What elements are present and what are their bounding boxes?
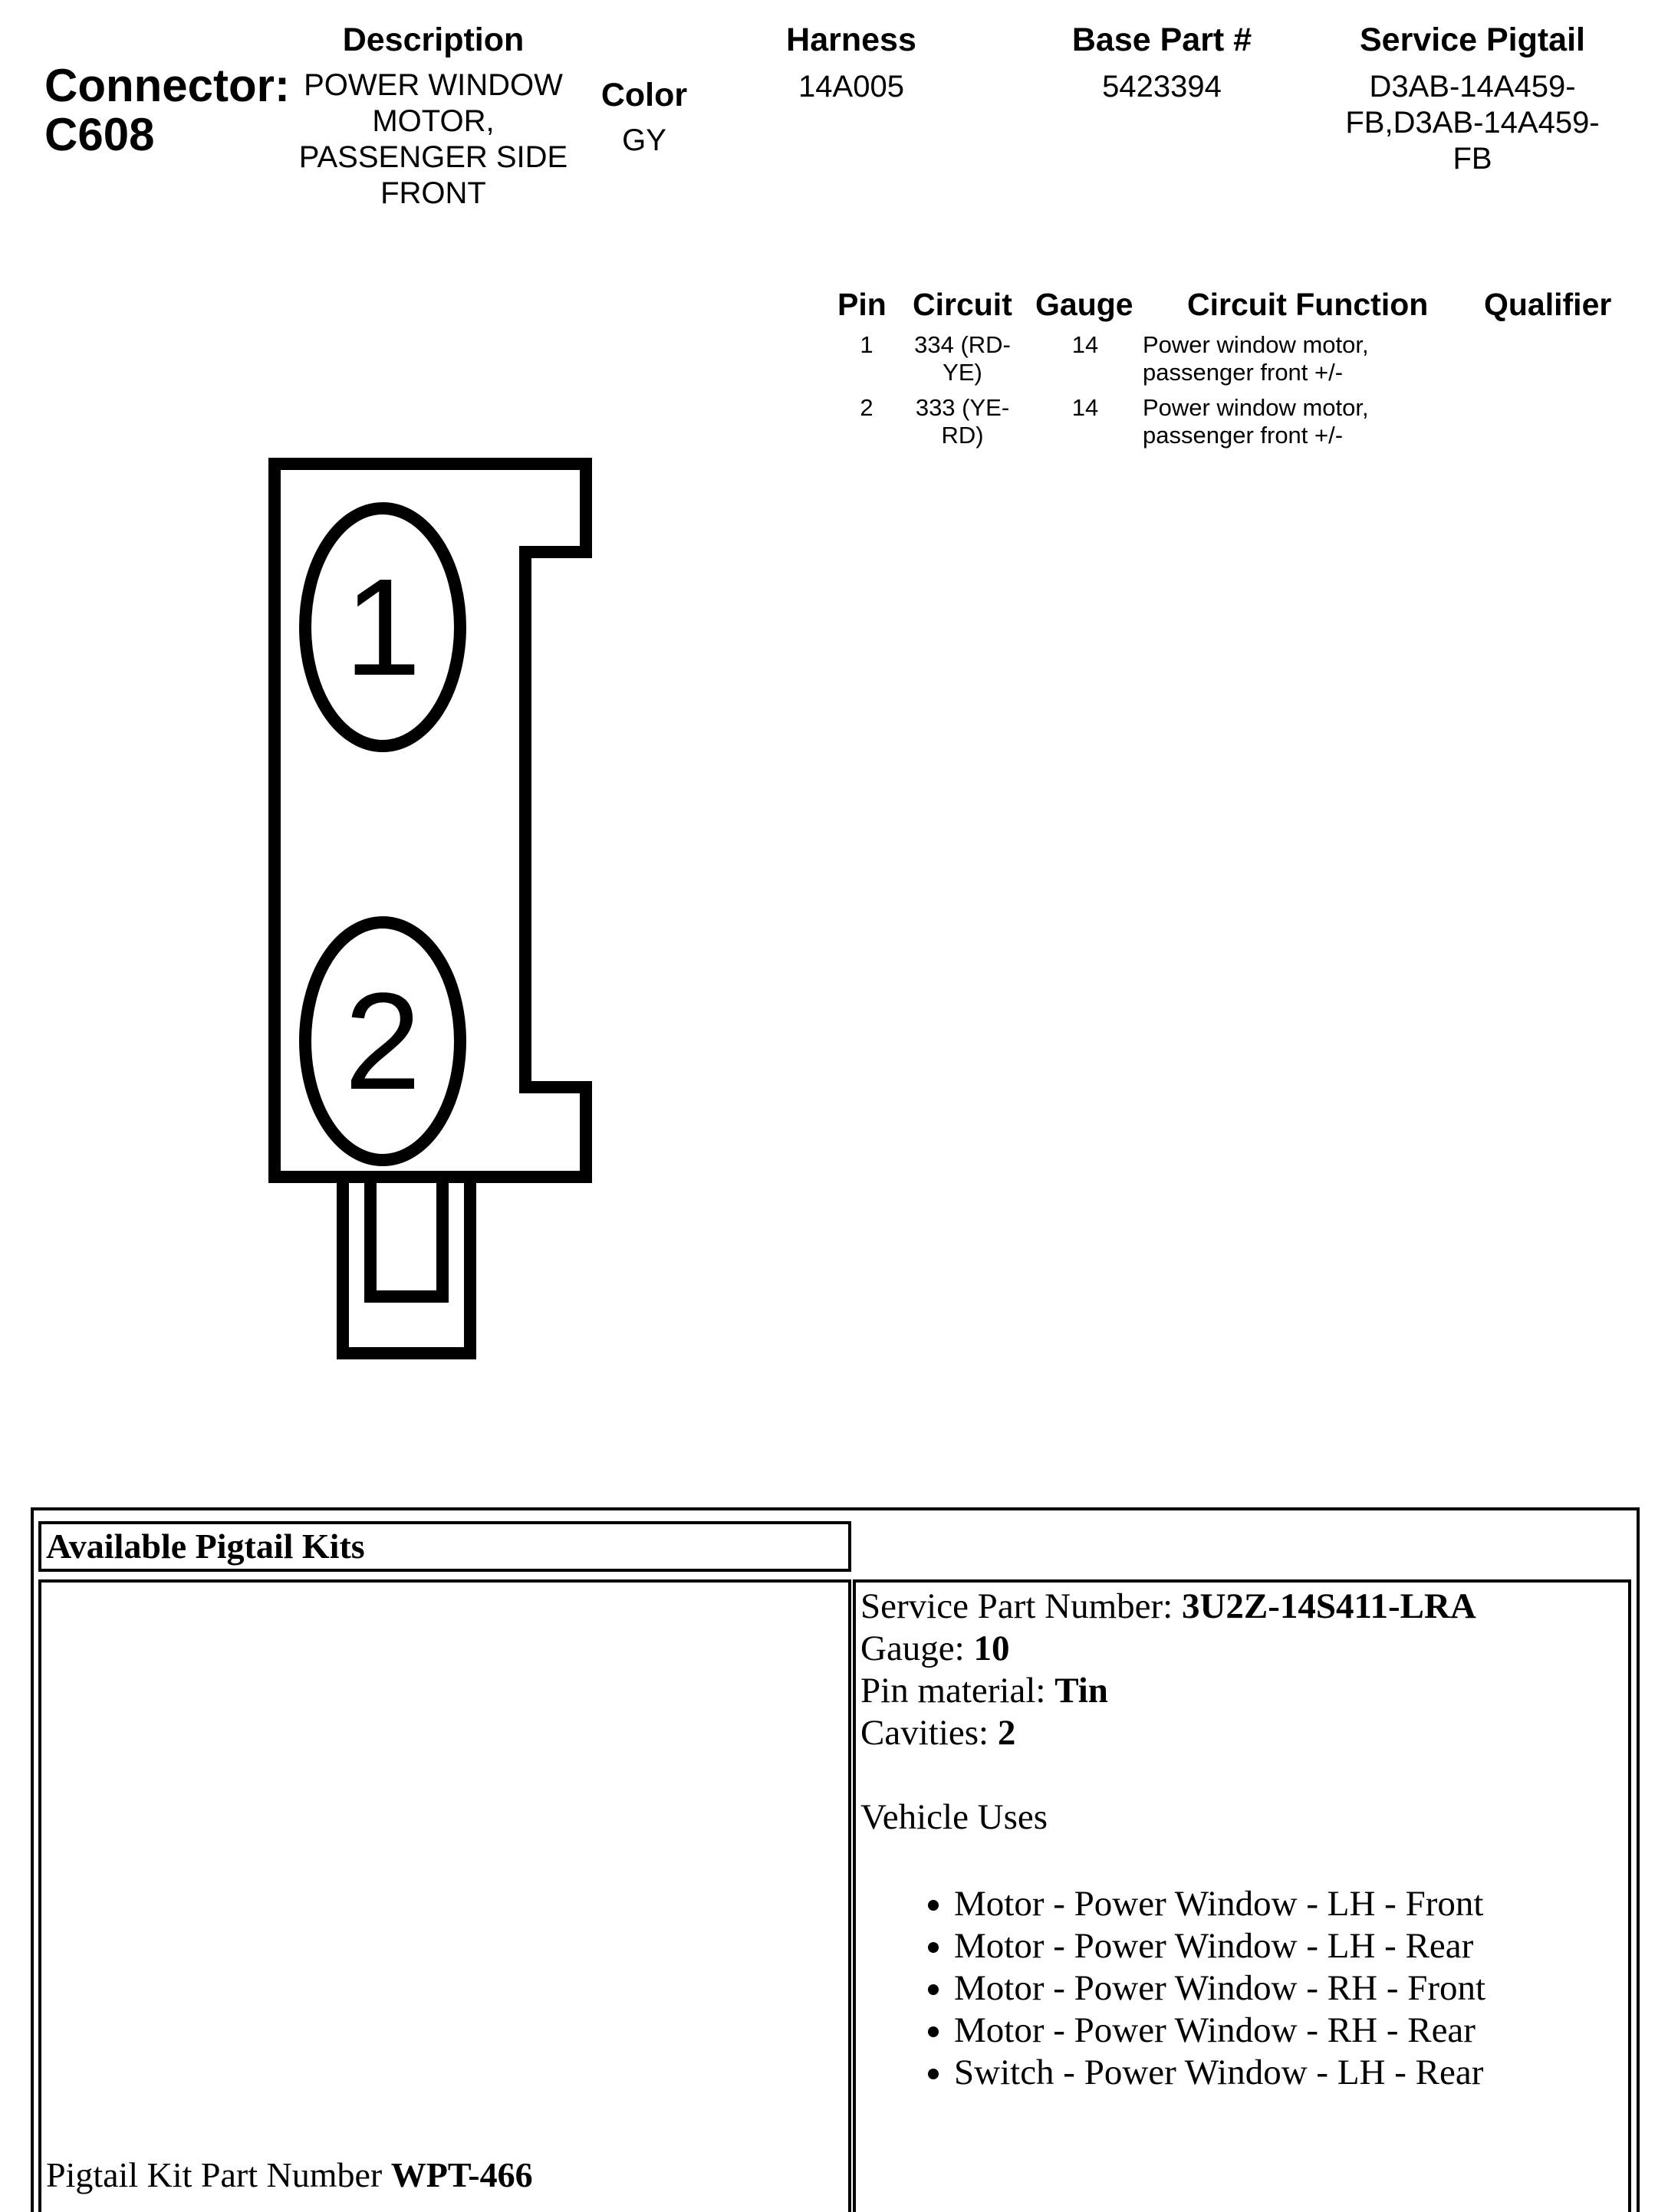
circuit-line: RD) [941, 422, 984, 449]
pigtail-kit-number: WPT-466 [390, 2155, 533, 2194]
list-item: • Motor - Power Window - RH - Rear [954, 2010, 1485, 2052]
color-header: Color [600, 77, 688, 113]
pin-material-row [860, 1670, 1485, 1712]
service-pigtail-header: Service Pigtail [1360, 21, 1585, 58]
pin-1-label: 1 [344, 551, 422, 705]
function-line: Power window motor, [1143, 394, 1369, 421]
service-part-label: Service Part Number: [860, 1586, 1173, 1626]
description-line: MOTOR, [372, 104, 495, 138]
function-column-header: Circuit Function [1187, 287, 1429, 322]
harness-header: Harness [786, 21, 916, 58]
function-line: passenger front +/- [1143, 422, 1344, 449]
circuit-line: YE) [943, 359, 982, 386]
cavities-value: 2 [997, 1713, 1016, 1753]
pigtail-detail-cell [853, 1579, 1631, 2212]
pin-number: 2 [860, 394, 873, 421]
color-value: GY [622, 123, 666, 157]
description-header: Description [342, 21, 525, 58]
function-value [1143, 331, 1465, 386]
circuit-line: 333 (YE- [915, 394, 1010, 421]
description-value [276, 67, 591, 212]
circuit-column-header: Circuit [913, 287, 1012, 322]
description-line: PASSENGER SIDE [298, 140, 568, 174]
list-item: • Motor - Power Window - RH - Front [954, 1967, 1485, 2010]
gauge-label: Gauge: [860, 1629, 965, 1668]
description-line: FRONT [380, 176, 486, 210]
service-pigtail-line: FB [1453, 142, 1492, 176]
vehicle-uses-label: Vehicle Uses [860, 1797, 1048, 1837]
cavities-row [860, 1712, 1485, 1754]
connector-id: C608 [44, 109, 155, 160]
pigtail-kits-title-box [38, 1521, 851, 1572]
harness-value: 14A005 [798, 70, 904, 104]
cavities-label: Cavities: [860, 1713, 989, 1753]
list-item: • Motor - Power Window - LH - Rear [954, 1925, 1485, 1967]
connector-label: Connector: [44, 60, 290, 111]
circuit-value [897, 394, 1028, 449]
pin-column-header: Pin [837, 287, 887, 322]
function-line: Power window motor, [1143, 331, 1369, 358]
gauge-detail-value: 10 [973, 1629, 1010, 1668]
pin-number: 1 [860, 331, 873, 358]
list-item: • Motor - Power Window - LH - Front [954, 1883, 1485, 1925]
list-item: • Switch - Power Window - LH - Rear [954, 2052, 1485, 2094]
connector-latch-outer [343, 1177, 470, 1353]
gauge-value: 14 [1071, 331, 1099, 358]
base-part-value: 5423394 [1102, 70, 1222, 104]
gauge-row [860, 1628, 1485, 1670]
service-part-value: 3U2Z-14S411-LRA [1181, 1586, 1476, 1626]
connector-latch-inner [370, 1177, 442, 1297]
pin-material-value: Tin [1054, 1671, 1108, 1711]
circuit-line: 334 (RD- [914, 331, 1011, 358]
service-pigtail-line: D3AB-14A459- [1369, 70, 1576, 104]
pin-material-label: Pin material: [860, 1671, 1046, 1711]
description-line: POWER WINDOW [304, 68, 563, 102]
connector-body [275, 464, 586, 1177]
qualifier-column-header: Qualifier [1484, 287, 1612, 322]
gauge-value: 14 [1071, 394, 1099, 421]
pigtail-kit-cell [38, 1579, 851, 2212]
vehicle-uses-list [860, 1883, 1485, 2094]
pigtail-details [860, 1586, 1485, 2094]
base-part-header: Base Part # [1071, 21, 1252, 58]
service-part-row [860, 1586, 1485, 1628]
pigtail-kit-part [46, 2154, 533, 2195]
circuit-value [897, 331, 1028, 386]
connector-title [44, 61, 290, 159]
pin-2-label: 2 [344, 965, 422, 1119]
service-pigtail-value [1304, 69, 1641, 177]
pigtail-kit-label: Pigtail Kit Part Number [46, 2155, 383, 2194]
function-value [1143, 394, 1465, 449]
connector-diagram [261, 445, 614, 1372]
function-line: passenger front +/- [1143, 359, 1344, 386]
gauge-column-header: Gauge [1035, 287, 1133, 322]
pigtail-kits-title: Available Pigtail Kits [46, 1527, 365, 1566]
service-pigtail-line: FB,D3AB-14A459- [1345, 106, 1600, 140]
